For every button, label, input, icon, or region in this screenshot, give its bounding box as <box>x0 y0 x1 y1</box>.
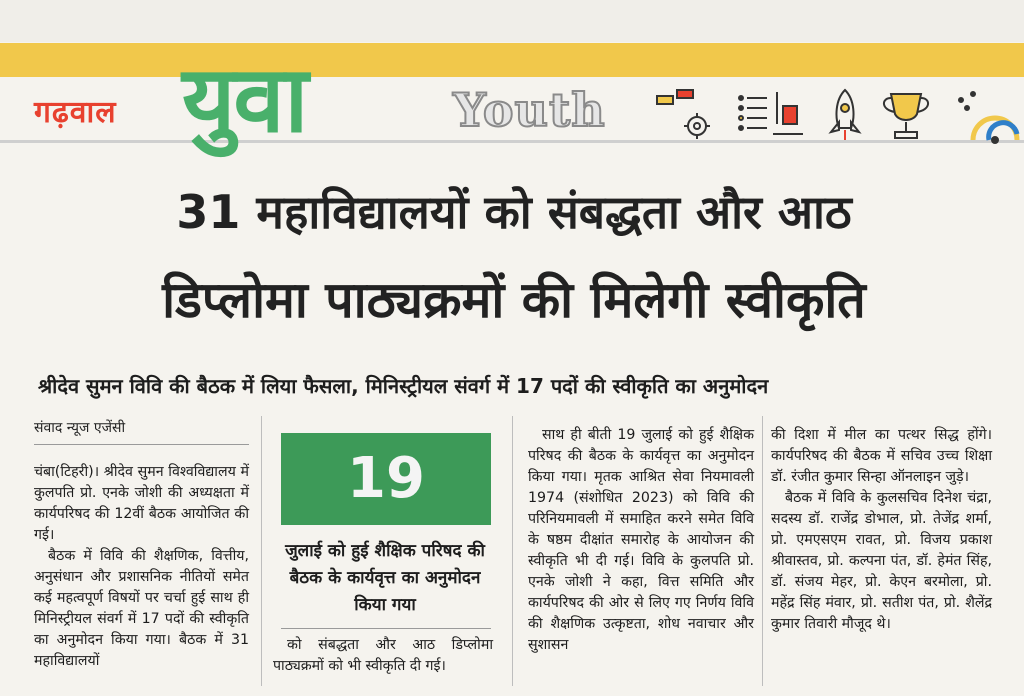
chat-gear-icon <box>657 90 710 139</box>
headline-line-2: डिप्लोमा पाठ्यक्रमों की मिलेगी स्वीकृति <box>162 271 866 329</box>
article-column-3 <box>528 425 754 656</box>
masthead-icon-strip <box>655 84 1020 144</box>
checklist-icon <box>739 96 767 130</box>
masthead-region-label: गढ़वाल <box>34 95 117 130</box>
desk-icon <box>773 92 803 134</box>
column-divider <box>261 416 262 686</box>
article-column-1 <box>34 462 249 672</box>
column-1-paragraph-2: बैठक में विवि की शैक्षणिक, वित्तीय, अनुसंधान और प्रशासनिक नीतियों समेत कई महत्वपूर्ण विषयों पर चर्चा हुई साथ ही मिनिस्ट्रीयल संवर्ग में 17 पदों की स्वीकृति का अनुमोदन किया गया। बैठक में 31 महाविद्यालयों <box>34 548 249 669</box>
highlight-number: 19 <box>347 446 425 511</box>
gauge-icon <box>959 92 1017 143</box>
headline <box>34 182 994 330</box>
masthead-yellow-band <box>0 43 1024 77</box>
article-column-2 <box>273 635 493 677</box>
subheadline: श्रीदेव सुमन विवि की बैठक में लिया फैसला, मिनिस्ट्रीयल संवर्ग में 17 पदों की स्वीकृति का अनुमोदन <box>38 374 769 398</box>
column-divider <box>512 416 513 686</box>
highlight-text: जुलाई को हुई शैक्षिक परिषद की बैठक के कार्यवृत्त का अनुमोदन किया गया <box>285 541 485 615</box>
column-3-paragraph-1: साथ ही बीती 19 जुलाई को हुई शैक्षिक परिषद की बैठक के कार्यवृत्त का अनुमोदन किया गया। मृतक आश्रित सेवा नियमावली 1974 (संशोधित 2023) को विवि की परिनियमावली में समाहित करने समेत विवि के षष्ठम दीक्षांत समारोह के आयोजन की स्वीकृति भी दी गई। विवि के कुलपति प्रो. एनके जोशी ने कहा, वित्त समिति और कार्यपरिषद की ओर से लिए गए निर्णय विवि की शैक्षणिक उत्कृष्टता, शोध नवाचार और सुशासन <box>528 427 754 653</box>
column-4-paragraph-1: की दिशा में मील का पत्थर सिद्ध होंगे। कार्यपरिषद की बैठक में सचिव उच्च शिक्षा डॉ. रंजीत कुमार सिन्हा ऑनलाइन जुड़े। <box>771 427 992 485</box>
trophy-icon <box>884 94 928 138</box>
column-2-paragraph-1: को संबद्धता और आठ डिप्लोमा पाठ्यक्रमों को भी स्वीकृति दी गई। <box>273 637 493 674</box>
rocket-icon <box>831 90 859 140</box>
column-divider <box>762 416 763 686</box>
masthead-subtitle: Youth <box>453 83 606 137</box>
headline-line-1: 31 महाविद्यालयों को संबद्धता और आठ <box>176 185 852 239</box>
highlight-divider <box>281 628 491 629</box>
masthead-title: युवा <box>182 46 307 153</box>
column-1-paragraph-1: चंबा(टिहरी)। श्रीदेव सुमन विश्वविद्यालय में कुलपति प्रो. एनके जोशी की अध्यक्षता में कार्यपरिषद की 12वीं बैठक आयोजित की गई। <box>34 464 249 543</box>
byline: संवाद न्यूज एजेंसी <box>34 420 126 436</box>
article-column-4 <box>771 425 992 635</box>
column-4-paragraph-2: बैठक में विवि के कुलसचिव दिनेश चंद्रा, सदस्य डॉ. राजेंद्र डोभाल, प्रो. तेजेंद्र शर्मा, प्रो. एमएसएम रावत, प्रो. विजय प्रकाश श्रीवास्तव, प्रो. कल्पना पंत, डॉ. हेमंत सिंह, डॉ. संजय मेहर, प्रो. केएन बरमोला, प्रो. महेंद्र सिंह मंवार, प्रो. सतीश पंत, प्रो. शैलेंद्र कुमार तिवारी मौजूद थे। <box>771 490 992 632</box>
byline-divider <box>34 444 249 445</box>
page-top-margin <box>0 0 1024 42</box>
